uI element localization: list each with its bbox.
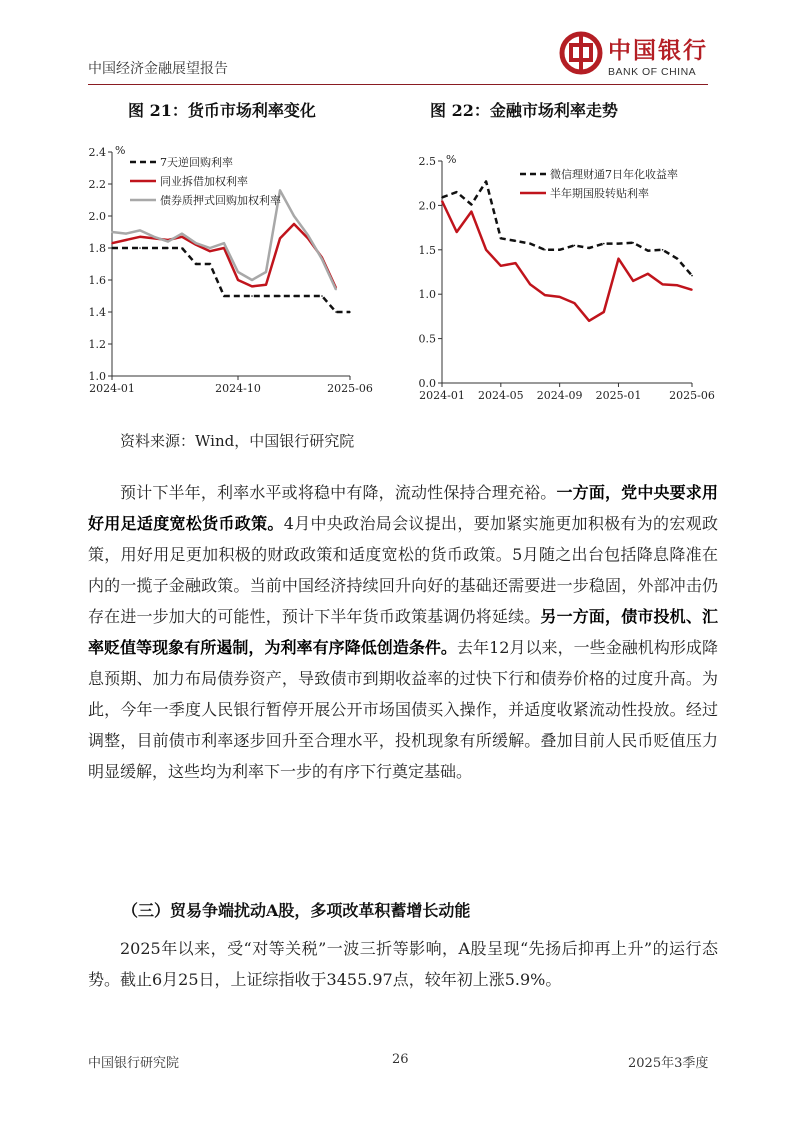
data-point: [588, 247, 590, 249]
bank-logo: [556, 28, 716, 84]
data-point: [515, 262, 517, 264]
data-point: [237, 271, 239, 273]
data-point: [574, 245, 576, 247]
data-point: [335, 311, 337, 313]
data-point: [111, 247, 113, 249]
data-point: [632, 242, 634, 244]
y-tick-label: 2.0: [418, 199, 436, 213]
header-divider: [88, 84, 708, 85]
report-title: 中国经济金融展望报告: [88, 61, 228, 77]
data-point: [139, 247, 141, 249]
data-point: [618, 243, 620, 245]
data-point: [335, 289, 337, 291]
data-point: [279, 295, 281, 297]
data-point: [251, 286, 253, 288]
data-point: [251, 279, 253, 281]
data-point: [603, 243, 605, 245]
figure-21-title: 图 21：货币市场利率变化: [128, 101, 316, 120]
y-tick-label: 1.0: [418, 288, 436, 302]
y-tick-label: 0.0: [418, 377, 436, 390]
y-tick-label: 1.4: [88, 306, 106, 319]
data-point: [500, 238, 502, 240]
data-point: [456, 231, 458, 233]
data-point: [209, 250, 211, 252]
y-tick-label: 1.2: [88, 338, 106, 351]
data-point: [691, 275, 693, 277]
paragraph-text: 预计下半年，利率水平或将稳中有降，流动性保持合理充裕。: [120, 483, 557, 502]
data-point: [677, 258, 679, 260]
legend-label: 债券质押式回购加权利率: [160, 194, 281, 207]
footer-period: 2025年3季度: [628, 1056, 709, 1071]
x-tick-label: 2024-05: [477, 389, 524, 402]
data-point: [647, 273, 649, 275]
x-tick-label: 2024-10: [215, 382, 261, 395]
x-tick-label: 2025-06: [327, 382, 373, 395]
data-point: [181, 247, 183, 249]
data-point: [209, 263, 211, 265]
data-point: [691, 289, 693, 291]
data-point: [588, 320, 590, 322]
data-point: [237, 279, 239, 281]
y-axis-unit-label: %: [446, 153, 457, 166]
section-heading: （三）贸易争端扰动A股，多项改革积蓄增长动能: [122, 901, 471, 920]
data-point: [125, 239, 127, 241]
data-point: [251, 295, 253, 297]
data-point: [544, 294, 546, 296]
y-tick-label: 0.5: [418, 332, 436, 346]
series-line-2: [442, 201, 692, 321]
data-point: [662, 284, 664, 286]
data-point: [441, 197, 443, 199]
legend-label: 同业拆借加权利率: [160, 175, 248, 188]
data-point: [321, 258, 323, 260]
legend-label: 半年期国股转贴利率: [550, 187, 649, 200]
logo-chinese-name: 中国银行: [608, 37, 708, 64]
data-point: [153, 247, 155, 249]
data-point: [647, 250, 649, 252]
data-point: [209, 247, 211, 249]
x-tick-label: 2024-01: [419, 389, 465, 402]
data-point: [223, 295, 225, 297]
chart-money-market-rates: [80, 140, 380, 410]
data-point: [153, 236, 155, 238]
emphasis-text: 另一方面，债市投机、汇率贬值等现象有所遏制，为利率有序降低创造条件。: [88, 607, 718, 657]
data-point: [515, 240, 517, 242]
data-point: [125, 233, 127, 235]
data-point: [111, 231, 113, 233]
data-point: [307, 295, 309, 297]
data-point: [293, 295, 295, 297]
footer-org: 中国银行研究院: [88, 1056, 180, 1071]
data-point: [139, 230, 141, 232]
data-point: [195, 242, 197, 244]
legend-label: 7天逆回购利率: [160, 156, 233, 169]
data-point: [441, 200, 443, 202]
page-number: 26: [392, 1052, 409, 1067]
x-tick-label: 2024-01: [89, 382, 135, 395]
data-point: [223, 247, 225, 249]
data-point: [293, 215, 295, 217]
paragraph-text: 去年12月以来，一些金融机构形成降息预期、加力布局债券资产，导致债市到期收益率的过快下行和债券价格的过度升高。为此，今年一季度人民银行暂停开展公开市场国债买入操作，并适度收紧流动性投放。经过调整，目前债市利率逐步回升至合理水平，投机现象有所缓解。叠加目前人民币贬值压力明显缓解，这些均为利率下一步的有序下行奠定基础。: [88, 638, 718, 781]
data-point: [167, 241, 169, 243]
data-point: [544, 249, 546, 251]
paragraph-a-share-trend: 2025年以来，受“对等关税”一波三折等影响，A股呈现“先扬后抑再上升”的运行态势。截止6月25日，上证综指收于3455.97点，较年初上涨5.9%。: [88, 939, 718, 989]
y-tick-label: 2.0: [88, 210, 106, 223]
source-note: 资料来源：Wind，中国银行研究院: [120, 432, 355, 450]
paragraph-interest-rate-outlook: [88, 477, 718, 787]
data-point: [574, 302, 576, 304]
data-point: [125, 247, 127, 249]
data-point: [195, 263, 197, 265]
data-point: [529, 243, 531, 245]
data-point: [265, 271, 267, 273]
data-point: [237, 295, 239, 297]
data-point: [293, 223, 295, 225]
data-point: [485, 181, 487, 183]
x-tick-label: 2025-01: [595, 389, 642, 402]
data-point: [603, 311, 605, 313]
data-point: [279, 190, 281, 192]
data-point: [471, 204, 473, 206]
data-point: [677, 285, 679, 287]
data-point: [279, 238, 281, 240]
data-point: [632, 280, 634, 282]
data-point: [559, 249, 561, 251]
figure-22-title: 图 22：金融市场利率走势: [430, 101, 618, 120]
y-tick-label: 1.8: [88, 242, 106, 255]
data-point: [662, 249, 664, 251]
x-tick-label: 2024-09: [536, 389, 583, 402]
chart-financial-market-rates: [410, 145, 720, 410]
y-tick-label: 1.5: [418, 243, 436, 257]
y-tick-label: 2.2: [88, 178, 106, 191]
data-point: [471, 211, 473, 213]
data-point: [529, 284, 531, 286]
data-point: [456, 191, 458, 193]
data-point: [500, 265, 502, 267]
data-point: [181, 233, 183, 235]
data-point: [181, 236, 183, 238]
y-tick-label: 1.6: [88, 274, 106, 287]
boc-emblem-icon: [558, 30, 604, 76]
data-point: [223, 242, 225, 244]
paragraph-text: 4月中央政治局会议提出，要加紧实施更加积极有为的宏观政策，用好用足更加积极的财政政策和适度宽松的货币政策。5月随之出台包括降息降准在内的一揽子金融政策。当前中国经济持续回升向好的基础还需要进一步稳固，外部冲击仍存在进一步加大的可能性，预计下半年货币政策基调仍将延续。: [88, 514, 718, 626]
emphasis-text: 一方面，党中央要求用好用足适度宽松货币政策。: [88, 483, 718, 533]
logo-english-name: BANK OF CHINA: [608, 66, 697, 78]
x-tick-label: 2025-06: [669, 389, 715, 402]
data-point: [139, 236, 141, 238]
data-point: [485, 249, 487, 251]
y-tick-label: 1.0: [88, 370, 106, 383]
legend-label: 微信理财通7日年化收益率: [550, 168, 678, 181]
data-point: [321, 295, 323, 297]
y-axis-unit-label: %: [115, 144, 126, 157]
data-point: [265, 295, 267, 297]
data-point: [307, 234, 309, 236]
data-point: [265, 284, 267, 286]
data-point: [167, 247, 169, 249]
data-point: [618, 258, 620, 260]
data-point: [559, 296, 561, 298]
data-point: [349, 311, 351, 313]
data-point: [111, 242, 113, 244]
y-tick-label: 2.4: [88, 146, 106, 159]
y-tick-label: 2.5: [418, 155, 436, 168]
